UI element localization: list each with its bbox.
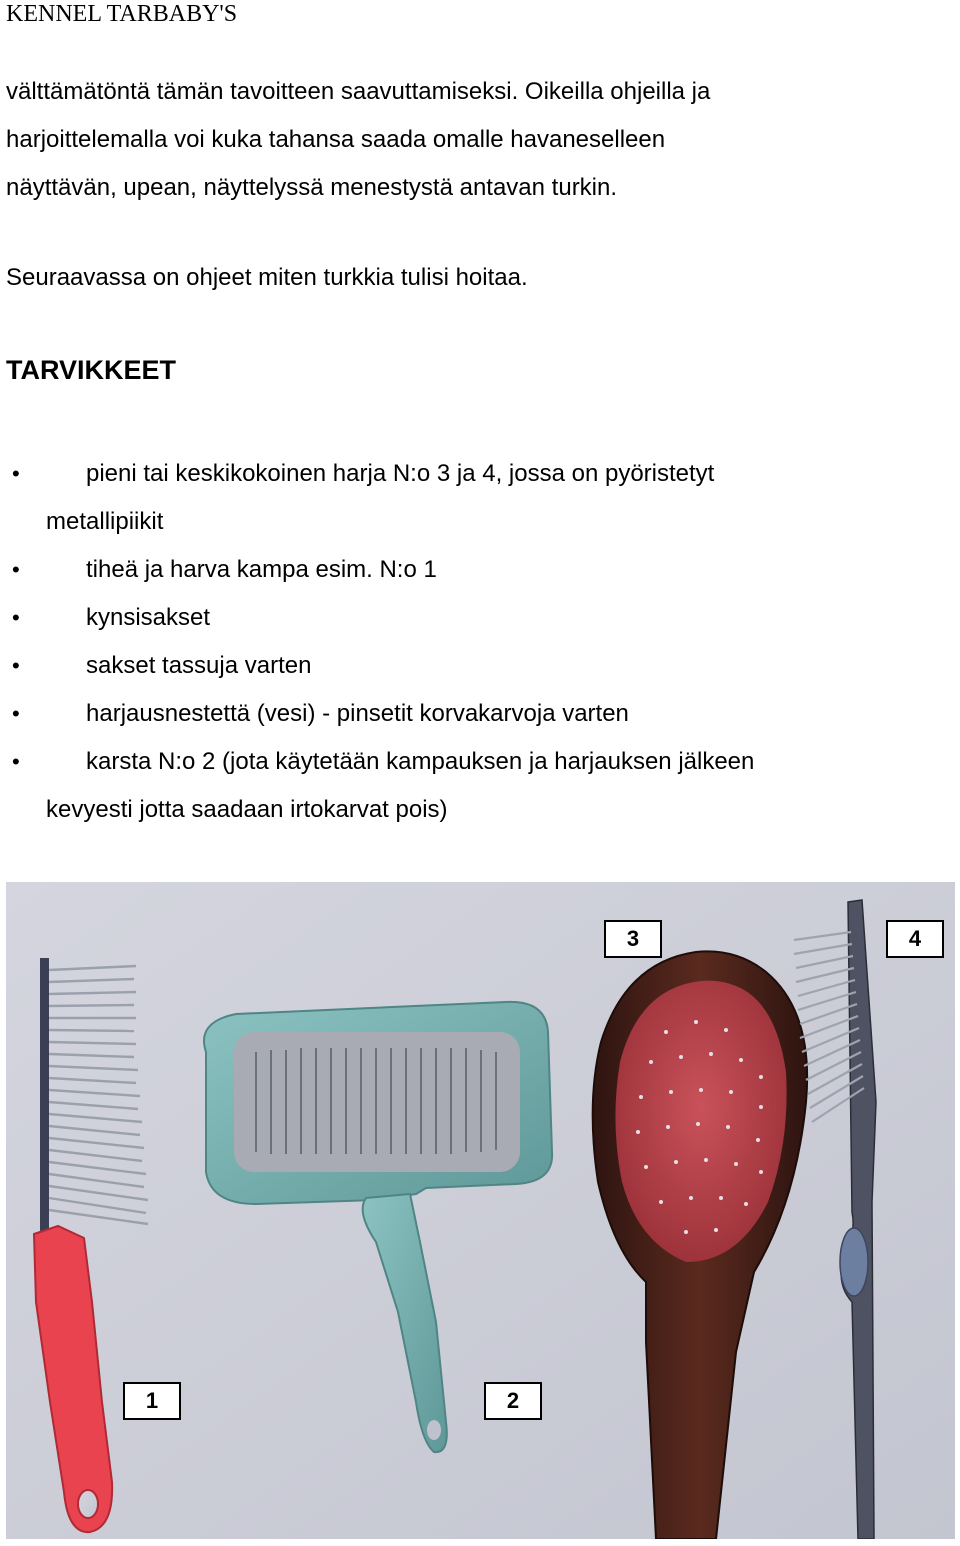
list-item-text: sakset tassuja varten [86, 652, 312, 679]
header-title: KENNEL TARBABY'S [6, 1, 238, 27]
list-item-text: tiheä ja harva kampa esim. N:o 1 [86, 556, 437, 583]
bullet-icon: • [12, 749, 20, 774]
bullet-icon: • [12, 653, 20, 678]
section-heading: TARVIKKEET [6, 355, 177, 385]
tools-illustration [6, 882, 955, 1539]
grooming-tools-photo [6, 882, 955, 1539]
label-tool-1: 1 [123, 1382, 181, 1420]
intro-paragraph [6, 68, 906, 212]
list-item-continuation: metallipiikit [46, 508, 164, 535]
bullet-icon: • [12, 701, 20, 726]
list-item-continuation: kevyesti jotta saadaan irtokarvat pois) [46, 796, 448, 823]
intro-line: välttämätöntä tämän tavoitteen saavuttamiseksi. Oikeilla ohjeilla ja [6, 78, 711, 105]
label-tool-3: 3 [604, 920, 662, 958]
bullet-icon: • [12, 605, 20, 630]
list-item [0, 642, 920, 690]
photo-background [6, 882, 955, 1539]
bullet-icon: • [12, 557, 20, 582]
list-item [0, 546, 920, 594]
bullet-icon: • [12, 461, 20, 486]
list-item-text: kynsisakset [86, 604, 211, 631]
list-item-text: pieni tai keskikokoinen harja N:o 3 ja 4, jossa on pyöristetyt [86, 460, 715, 487]
list-item [0, 690, 920, 738]
label-tool-2: 2 [484, 1382, 542, 1420]
followup-paragraph: Seuraavassa on ohjeet miten turkkia tulisi hoitaa. [6, 264, 528, 291]
list-item [0, 594, 920, 642]
list-item-text: karsta N:o 2 (jota käytetään kampauksen ja harjauksen jälkeen [86, 748, 755, 775]
intro-line: harjoittelemalla voi kuka tahansa saada omalle havaneselleen [6, 126, 666, 153]
list-item [0, 738, 920, 834]
intro-line: näyttävän, upean, näyttelyssä menestystä antavan turkin. [6, 174, 618, 201]
list-item [0, 450, 920, 546]
label-tool-4: 4 [886, 920, 944, 958]
supplies-list [0, 450, 920, 834]
list-item-text: harjausnestettä (vesi) - pinsetit korvakarvoja varten [86, 700, 629, 727]
